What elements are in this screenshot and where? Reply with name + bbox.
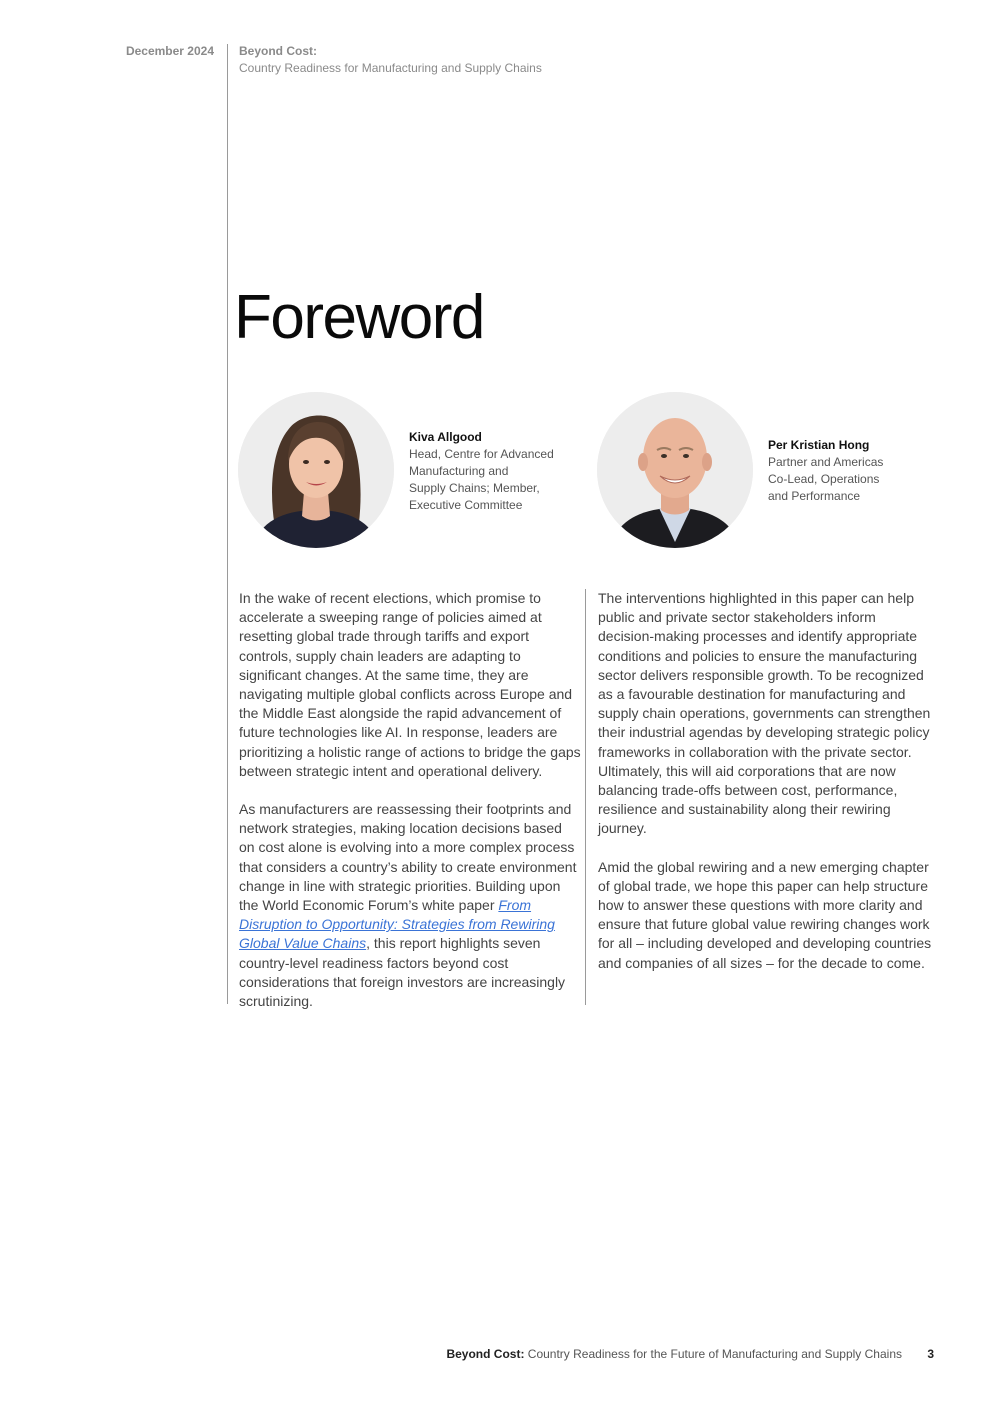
paragraph: In the wake of recent elections, which promise to accelerate a sweeping range of policies aimed at resetting global trade through tariffs and export controls, supply chain leaders are adapting to significant changes. At the same time, they are navigating multiple global conflicts across Europe and the Middle East alongside the rapid advancement of future technologies like AI. In response, leaders are prioritizing a holistic range of actions to bridge the gaps between strategic intent and operational delivery. [239, 590, 581, 779]
vertical-rule [227, 44, 228, 1004]
header-subtitle: Country Readiness for Manufacturing and Supply Chains [239, 61, 542, 75]
footer-title-strong: Beyond Cost: [446, 1347, 525, 1361]
paragraph [239, 800, 581, 1011]
paragraph-text: , this report highlights seven country-level readiness factors beyond cost considerations that foreign investors are increasingly scrutinizing. [239, 935, 566, 1010]
paragraph-text: As manufacturers are reassessing their footprints and network strategies, making location decisions based on cost alone is evolving into a more complex process that considers a country’s ability to create environment change in line with strategic priorities. Building upon the World Economic Forum’s white paper [239, 801, 577, 914]
person-card-1 [409, 429, 569, 514]
footer-title-rest: Country Readiness for the Future of Manufacturing and Supply Chains [524, 1347, 902, 1361]
header-date: December 2024 [125, 44, 214, 58]
header-title: Beyond Cost: [239, 44, 317, 58]
paragraph: The interventions highlighted in this paper can help public and private sector stakeholders inform decision-making processes and identify appropriate conditions and policies to ensure the manufacturing sector delivers responsible growth. To be recognized as a favourable destination for manufacturing and supply chain operations, governments can strengthen their industrial agendas by developing strategic policy frameworks in collaboration with the private sector. Ultimately, this will aid corporations that are now balancing trade-offs between cost, performance, resilience and sustainability along their rewiring journey. [598, 590, 931, 837]
footer-title [380, 1347, 902, 1361]
page-title: Foreword [234, 283, 484, 352]
person-role: Partner and Americas Co-Lead, Operations and Performance [768, 455, 884, 503]
person-name: Kiva Allgood [409, 430, 482, 444]
portrait-photo-kiva-allgood [238, 392, 394, 548]
page-number: 3 [927, 1347, 934, 1361]
column-divider [585, 589, 586, 1005]
person-role: Head, Centre for Advanced Manufacturing and Supply Chains; Member, Executive Committee [409, 447, 554, 512]
body-column-right [598, 589, 933, 992]
portrait-photo-per-kristian-hong [597, 392, 753, 548]
person-card-2 [768, 437, 908, 505]
white-paper-link[interactable]: From Disruption to Opportunity: Strategies from Rewiring Global Value Chains [239, 897, 555, 952]
person-name: Per Kristian Hong [768, 438, 870, 452]
body-column-left [239, 589, 581, 1030]
paragraph: Amid the global rewiring and a new emerging chapter of global trade, we hope this paper can help structure how to answer these questions with more clarity and ensure that future global value rewiring changes work for all – including developed and developing countries and companies of all sizes – for the decade to come. [598, 858, 932, 971]
